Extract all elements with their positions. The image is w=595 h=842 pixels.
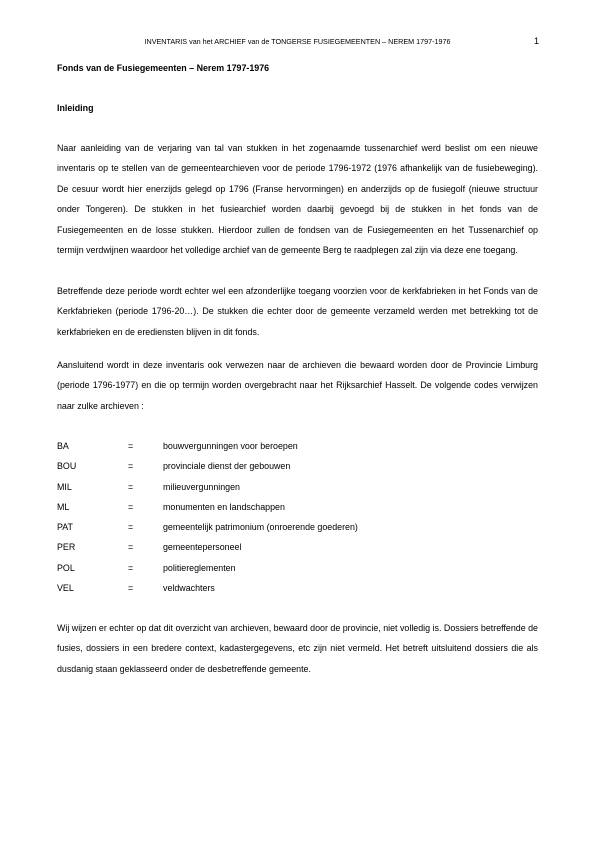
code-separator: = <box>128 583 134 594</box>
paragraph-disclaimer: Wij wijzen er echter op dat dit overzicht van archieven, bewaard door de provincie, niet volledig is. Dossiers betreffende de fusies, dossiers in een bredere context, kadastergegevens, etc zijn niet vermeld. Het betreft uitsluitend dossiers die als dusdanig staan geklasseerd onder de desbetreffende gemeente. <box>57 623 538 674</box>
code-separator: = <box>128 481 134 492</box>
code-description: bouwvergunningen voor beroepen <box>163 441 298 451</box>
code-row <box>57 456 538 476</box>
code-row <box>57 517 538 537</box>
code-row <box>57 578 538 598</box>
paragraph-introduction: Naar aanleiding van de verjaring van tal van stukken in het zogenaamde tussenarchief werd beslist om een nieuwe inventaris op te stellen van de gemeentearchieven voor de periode 1796-1972 (1976 afhankelijk van de fusiebeweging). De cesuur wordt hier enerzijds gelegd op 1796 (Franse hervormingen) en anderzijds op de fusiegolf (nieuwe structuur onder Tongeren). De stukken in het fusiearchief worden daarbij gevoegd bij de stukken in het fonds van de Fusiegemeenten en de losse stukken. Hierdoor zullen de fondsen van de Fusiegemeenten en het Tussenarchief op termijn verdwijnen waardoor het volledige archief van de gemeente Berg te raadplegen zal zijn via deze ene toegang. <box>57 143 538 256</box>
code-key: PAT <box>57 522 73 533</box>
code-description: milieuvergunningen <box>163 481 240 492</box>
code-key: POL <box>57 562 75 573</box>
page-number: 1 <box>534 36 540 46</box>
code-row <box>57 537 538 557</box>
code-description: gemeentepersoneel <box>163 542 242 553</box>
running-header: INVENTARIS van het ARCHIEF van de TONGERSE FUSIEGEMEENTEN – NEREM 1797-1976 <box>144 37 451 46</box>
code-description: monumenten en landschappen <box>163 501 285 512</box>
code-description: politiereglementen <box>163 562 236 573</box>
code-description: provinciale dienst der gebouwen <box>163 461 291 472</box>
code-row <box>57 477 538 497</box>
code-row <box>57 497 538 517</box>
code-key: VEL <box>57 583 74 594</box>
code-description: gemeentelijk patrimonium (onroerende goederen) <box>163 522 358 533</box>
code-key: PER <box>57 542 76 553</box>
code-key: BA <box>57 441 69 451</box>
code-row <box>57 558 538 578</box>
code-key: MIL <box>57 481 72 492</box>
code-row <box>57 436 538 456</box>
code-separator: = <box>128 441 134 451</box>
document-title: Fonds van de Fusiegemeenten – Nerem 1797-1976 <box>57 63 270 73</box>
code-separator: = <box>128 461 134 472</box>
code-description: veldwachters <box>163 583 215 594</box>
code-key: ML <box>57 501 70 512</box>
paragraph-kerkfabrieken: Betreffende deze periode wordt echter wel een afzonderlijke toegang voorzien voor de kerkfabrieken in het Fonds van de Kerkfabrieken (periode 1796-20…). De stukken die echter door de gemeente verzameld werden met betrekking tot de kerkfabrieken en de erediensten blijven in dit fonds. <box>57 286 538 337</box>
paragraph-provincie: Aansluitend wordt in deze inventaris ook verwezen naar de archieven die bewaard worden door de Provincie Limburg (periode 1796-1977) en die op termijn worden overgebracht naar het Rijksarchief Hasselt. De volgende codes verwijzen naar zulke archieven : <box>57 360 538 411</box>
code-list <box>57 436 538 598</box>
section-heading: Inleiding <box>57 103 94 113</box>
code-separator: = <box>128 501 134 512</box>
code-separator: = <box>128 522 134 533</box>
code-key: BOU <box>57 461 77 472</box>
code-separator: = <box>128 542 134 553</box>
code-separator: = <box>128 562 134 573</box>
